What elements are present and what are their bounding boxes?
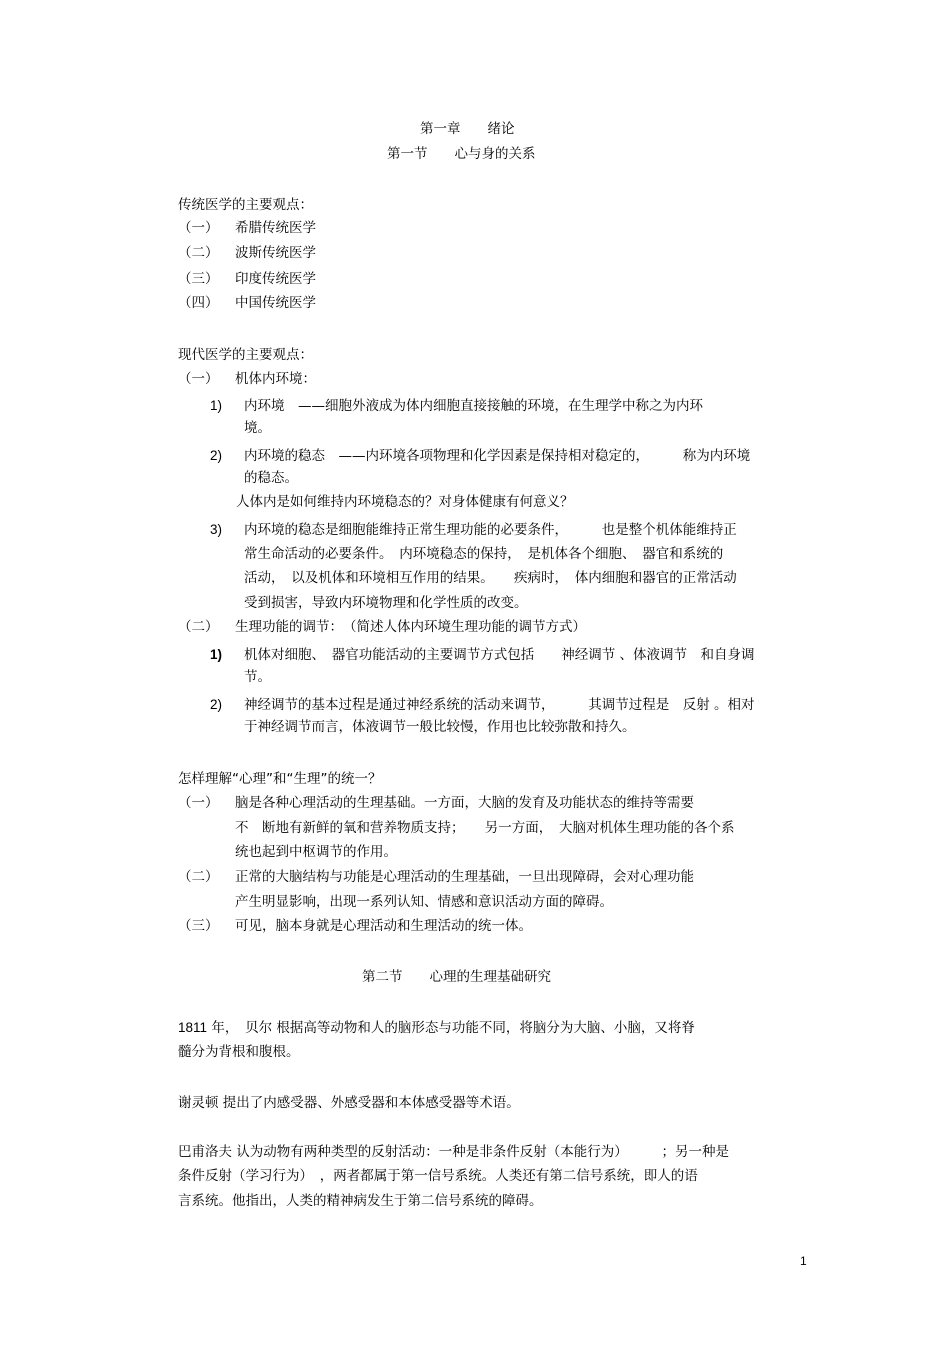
list-item-3-line-4: 受到损害，导致内环境物理和化学性质的改变。 [244, 595, 528, 611]
year-1811: 1811 [178, 1020, 208, 1035]
reg-item-1-line-2: 节。 [244, 669, 271, 685]
reg-marker-2: 2) [210, 697, 223, 712]
unity-item-3-line-1: 可见，脑本身就是心理活动和生理活动的统一体。 [235, 918, 532, 934]
unity-marker-3: （三） [178, 918, 219, 934]
list-marker-2: 2) [210, 448, 223, 463]
traditional-item-1: 希腊传统医学 [235, 220, 316, 236]
reg-item-2-line-1: 神经调节的基本过程是通过神经系统的活动来调节， 其调节过程是 反射 。相对 [244, 697, 755, 713]
unity-item-2-line-2: 产生明显影响，出现一系列认知、情感和意识活动方面的障碍。 [235, 894, 613, 910]
question-line: 人体内是如何维持内环境稳态的？对身体健康有何意义？ [236, 494, 574, 510]
pavlov-paragraph-line-1: 巴甫洛夫 认为动物有两种类型的反射活动：一种是非条件反射（本能行为） ；另一种是 [178, 1144, 730, 1160]
unity-marker-2: （二） [178, 869, 219, 885]
traditional-marker-4: （四） [178, 295, 219, 311]
bell-paragraph-line-2: 髓分为背根和腹根。 [178, 1044, 300, 1060]
list-item-2-line-2: 的稳态。 [244, 470, 298, 486]
modern-point-1: 机体内环境： [235, 371, 316, 387]
reg-marker-1: 1) [210, 647, 223, 662]
traditional-title: 传统医学的主要观点： [178, 197, 313, 213]
traditional-item-2: 波斯传统医学 [235, 245, 316, 261]
modern-title: 现代医学的主要观点： [178, 347, 313, 363]
traditional-marker-2: （二） [178, 245, 219, 261]
page-number: 1 [800, 1254, 807, 1268]
unity-item-2-line-1: 正常的大脑结构与功能是心理活动的生理基础，一旦出现障碍，会对心理功能 [235, 869, 694, 885]
traditional-item-3: 印度传统医学 [235, 271, 316, 287]
list-item-3-line-3: 活动， 以及机体和环境相互作用的结果。 疾病时， 体内细胞和器官的正常活动 [244, 570, 737, 586]
list-item-1-line-1: 内环境 ——细胞外液成为体内细胞直接接触的环境，在生理学中称之为内环 [244, 398, 703, 414]
reg-item-1-line-1: 机体对细胞、 器官功能活动的主要调节方式包括 神经调节 、体液调节 和自身调 [244, 647, 755, 663]
sherrington-paragraph: 谢灵顿 提出了内感受器、外感受器和本体感受器等术语。 [178, 1095, 520, 1111]
unity-item-1-line-1: 脑是各种心理活动的生理基础。一方面，大脑的发育及功能状态的维持等需要 [235, 795, 694, 811]
pavlov-paragraph-line-3: 言系统。他指出，人类的精神病发生于第二信号系统的障碍。 [178, 1193, 543, 1209]
reg-item-2-line-2: 于神经调节而言，体液调节一般比较慢，作用也比较弥散和持久。 [244, 719, 636, 735]
modern-marker-1: （一） [178, 371, 219, 387]
list-item-2-line-1: 内环境的稳态 ——内环境各项物理和化学因素是保持相对稳定的， 称为内环境 [244, 448, 751, 464]
modern-point-2: 生理功能的调节： （简述人体内环境生理功能的调节方式） [235, 619, 586, 635]
list-item-3-line-1: 内环境的稳态是细胞能维持正常生理功能的必要条件， 也是整个机体能维持正 [244, 522, 737, 538]
unity-item-1-line-2: 不 断地有新鲜的氧和营养物质支持； 另一方面， 大脑对机体生理功能的各个系 [235, 820, 735, 836]
traditional-item-4: 中国传统医学 [235, 295, 316, 311]
unity-item-1-line-3: 统也起到中枢调节的作用。 [235, 844, 397, 860]
bell-text: 年， 贝尔 根据高等动物和人的脑形态与功能不同，将脑分为大脑、小脑，又将脊 [207, 1020, 695, 1036]
section-title-2: 第二节 心理的生理基础研究 [362, 969, 551, 985]
modern-marker-2: （二） [178, 619, 219, 635]
unity-title: 怎样理解“心理”和“生理”的统一？ [178, 771, 382, 787]
pavlov-paragraph-line-2: 条件反射（学习行为） ，两者都属于第一信号系统。人类还有第二信号系统，即人的语 [178, 1168, 698, 1184]
list-marker-1: 1) [210, 398, 223, 413]
list-marker-3: 3) [210, 522, 223, 537]
traditional-marker-3: （三） [178, 271, 219, 287]
bell-paragraph-line-1 [178, 1019, 695, 1037]
unity-marker-1: （一） [178, 795, 219, 811]
section-title-1: 第一节 心与身的关系 [387, 146, 536, 162]
list-item-3-line-2: 常生命活动的必要条件。 内环境稳态的保持， 是机体各个细胞、 器官和系统的 [244, 546, 724, 562]
traditional-marker-1: （一） [178, 220, 219, 236]
list-item-1-line-2: 境。 [244, 420, 271, 436]
chapter-title: 第一章 绪论 [420, 121, 515, 137]
